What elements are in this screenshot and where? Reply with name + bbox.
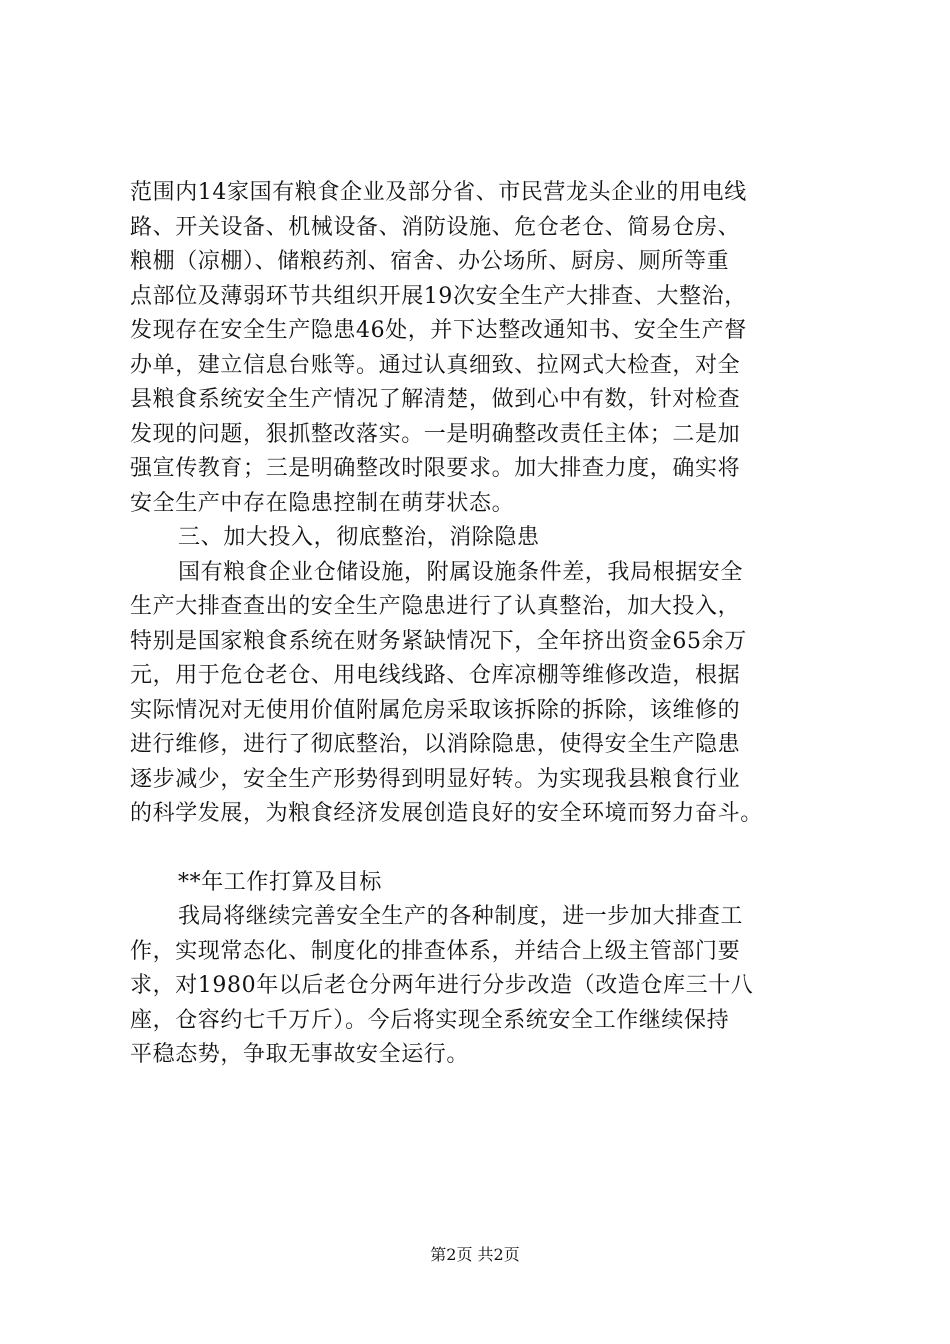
- text-line: 粮棚（凉棚）、储粮药剂、宿舍、办公场所、厨房、厕所等重: [130, 249, 730, 274]
- text-line: 路、开关设备、机械设备、消防设施、危仓老仓、简易仓房、: [130, 214, 741, 240]
- text-line: 强宣传教育；三是明确整改时限要求。加大排查力度，确实将: [130, 456, 741, 481]
- document-body: [130, 176, 840, 1073]
- section-heading: **年工作打算及目标: [178, 869, 383, 895]
- text-line: 元，用于危仓老仓、用电线线路、仓库凉棚等维修改造，根据: [130, 663, 741, 688]
- text-line: 生产大排查查出的安全生产隐患进行了认真整治，加大投入，: [130, 594, 741, 619]
- text-line: 平稳态势，争取无事故安全运行。: [130, 1042, 470, 1067]
- text-line: 特别是国家粮食系统在财务紧缺情况下，全年挤出资金65余万: [130, 628, 747, 654]
- text-line: 我局将继续完善安全生产的各种制度，进一步加大排查工: [178, 904, 744, 929]
- text-line: 发现的问题，狠抓整改落实。一是明确整改责任主体；二是加: [130, 421, 741, 447]
- text-line: 安全生产中存在隐患控制在萌芽状态。: [130, 490, 515, 516]
- text-line: 发现存在安全生产隐患46处，并下达整改通知书、安全生产督: [130, 318, 747, 343]
- text-line: 办单，建立信息台账等。通过认真细致、拉网式大检查，对全: [130, 352, 741, 378]
- text-line: 作，实现常态化、制度化的排查体系，并结合上级主管部门要: [130, 938, 741, 964]
- text-line: 点部位及薄弱环节共组织开展19次安全生产大排查、大整治，: [130, 283, 747, 309]
- text-line: 进行维修，进行了彻底整治，以消除隐患，使得安全生产隐患: [130, 732, 741, 757]
- text-line: 的科学发展，为粮食经济发展创造良好的安全环境而努力奋斗。: [130, 801, 763, 826]
- text-line: 县粮食系统安全生产情况了解清楚，做到心中有数，针对检查: [130, 387, 741, 412]
- text-line: 国有粮食企业仓储设施，附属设施条件差，我局根据安全: [178, 559, 744, 585]
- text-line: 求，对1980年以后老仓分两年进行分步改造（改造仓库三十八: [130, 973, 754, 998]
- text-line: 座，仓容约七千万斤）。今后将实现全系统安全工作继续保持: [130, 1007, 730, 1033]
- text-line: 实际情况对无使用价值附属危房采取该拆除的拆除，该维修的: [130, 697, 741, 723]
- section-heading: 三、加大投入，彻底整治，消除隐患: [178, 525, 540, 550]
- paragraph-gap: [130, 832, 840, 866]
- text-line: 逐步减少，安全生产形势得到明显好转。为实现我县粮食行业: [130, 766, 741, 792]
- page-number-footer: 第2页 共2页: [430, 1245, 520, 1264]
- text-line: 范围内14家国有粮食企业及部分省、市民营龙头企业的用电线: [130, 180, 747, 205]
